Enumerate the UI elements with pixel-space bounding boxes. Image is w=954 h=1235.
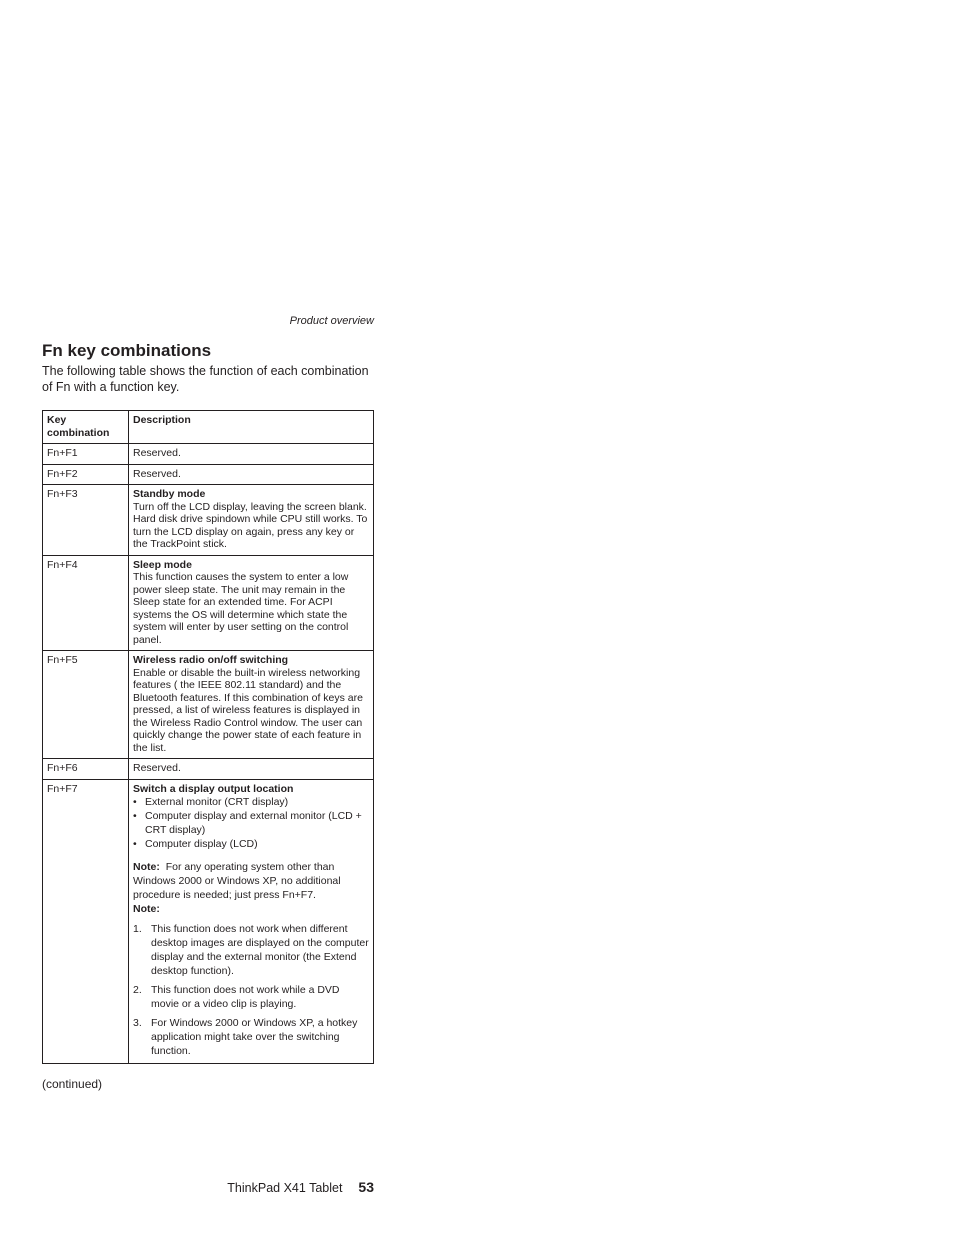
list-text: For Windows 2000 or Windows XP, a hotkey application might take over the switching function. bbox=[151, 1017, 358, 1057]
description-cell bbox=[129, 464, 374, 485]
table-header-row bbox=[43, 411, 374, 444]
continued-label: (continued) bbox=[42, 1077, 103, 1091]
description-text: Reserved. bbox=[133, 447, 181, 459]
list-text: This function does not work when different desktop images are displayed on the computer display and the external monitor (the Extend desktop function). bbox=[151, 923, 369, 977]
list-item bbox=[133, 983, 370, 1011]
list-item bbox=[133, 1016, 370, 1058]
header-key-combination: Key combination bbox=[43, 411, 129, 444]
description-text: Reserved. bbox=[133, 762, 181, 774]
list-item: • Computer display and external monitor (LCD + CRT display) bbox=[133, 809, 370, 837]
key-cell: Fn+F3 bbox=[43, 485, 129, 556]
description-cell bbox=[129, 651, 374, 759]
display-options-list bbox=[133, 795, 370, 851]
description-cell bbox=[129, 779, 374, 1064]
key-cell: Fn+F4 bbox=[43, 555, 129, 651]
description-text: Turn off the LCD display, leaving the screen blank. Hard disk drive spindown while CPU still works. To turn the LCD display on again, press any key or the TrackPoint stick. bbox=[133, 500, 368, 550]
table-row bbox=[43, 759, 374, 780]
description-text: Reserved. bbox=[133, 467, 181, 480]
table-row bbox=[43, 485, 374, 556]
header-description: Description bbox=[129, 411, 374, 444]
page-number: 53 bbox=[358, 1179, 374, 1195]
table-row bbox=[43, 444, 374, 465]
fn-key-table bbox=[42, 410, 374, 1064]
description-title: Standby mode bbox=[133, 488, 206, 500]
key-cell: Fn+F2 bbox=[43, 464, 129, 485]
key-cell: Fn+F1 bbox=[43, 444, 129, 465]
key-cell: Fn+F5 bbox=[43, 651, 129, 759]
table-row bbox=[43, 555, 374, 651]
description-cell bbox=[129, 485, 374, 556]
note-text: For any operating system other than Windows 2000 or Windows XP, no additional procedure is needed; just press Fn+F7. bbox=[133, 861, 341, 901]
table-row bbox=[43, 779, 374, 1064]
description-title: Switch a display output location bbox=[133, 782, 294, 795]
list-text: This function does not work while a DVD movie or a video clip is playing. bbox=[151, 984, 340, 1010]
description-cell bbox=[129, 759, 374, 780]
description-title: Sleep mode bbox=[133, 558, 192, 571]
key-cell: Fn+F7 bbox=[43, 779, 129, 1064]
list-item bbox=[133, 922, 370, 978]
page-footer bbox=[42, 1179, 374, 1195]
list-item: • External monitor (CRT display) bbox=[133, 795, 370, 809]
list-number: 1. bbox=[133, 923, 142, 935]
note-label: Note: bbox=[133, 861, 160, 873]
list-item: • Computer display (LCD) bbox=[133, 837, 370, 851]
note bbox=[133, 860, 370, 916]
table-row bbox=[43, 464, 374, 485]
description-cell bbox=[129, 555, 374, 651]
table-row bbox=[43, 651, 374, 759]
key-cell: Fn+F6 bbox=[43, 759, 129, 780]
description-cell bbox=[129, 444, 374, 465]
book-title: ThinkPad X41 Tablet bbox=[227, 1181, 343, 1195]
notes-list bbox=[133, 922, 370, 1058]
description-title: Wireless radio on/off switching bbox=[133, 654, 289, 666]
description-text: Enable or disable the built-in wireless networking features ( the IEEE 802.11 standard) and the Bluetooth features. If this combination of keys are pressed, a list of wireless features is displayed in the Wireless Radio Control window. The user can quickly change the power state of each feature in the list. bbox=[133, 666, 363, 754]
description-text: This function causes the system to enter a low power sleep state. The unit may remain in the Sleep state for an extended time. For ACPI systems the OS will determine which state the system will enter by user setting on the control panel. bbox=[133, 571, 349, 646]
page-title: Fn key combinations bbox=[42, 341, 212, 360]
running-head: Product overview bbox=[289, 315, 374, 327]
note-label: Note: bbox=[133, 903, 160, 915]
list-number: 3. bbox=[133, 1017, 142, 1029]
list-number: 2. bbox=[133, 984, 142, 996]
intro-paragraph: The following table shows the function of each combination of Fn with a function key. bbox=[42, 364, 369, 394]
